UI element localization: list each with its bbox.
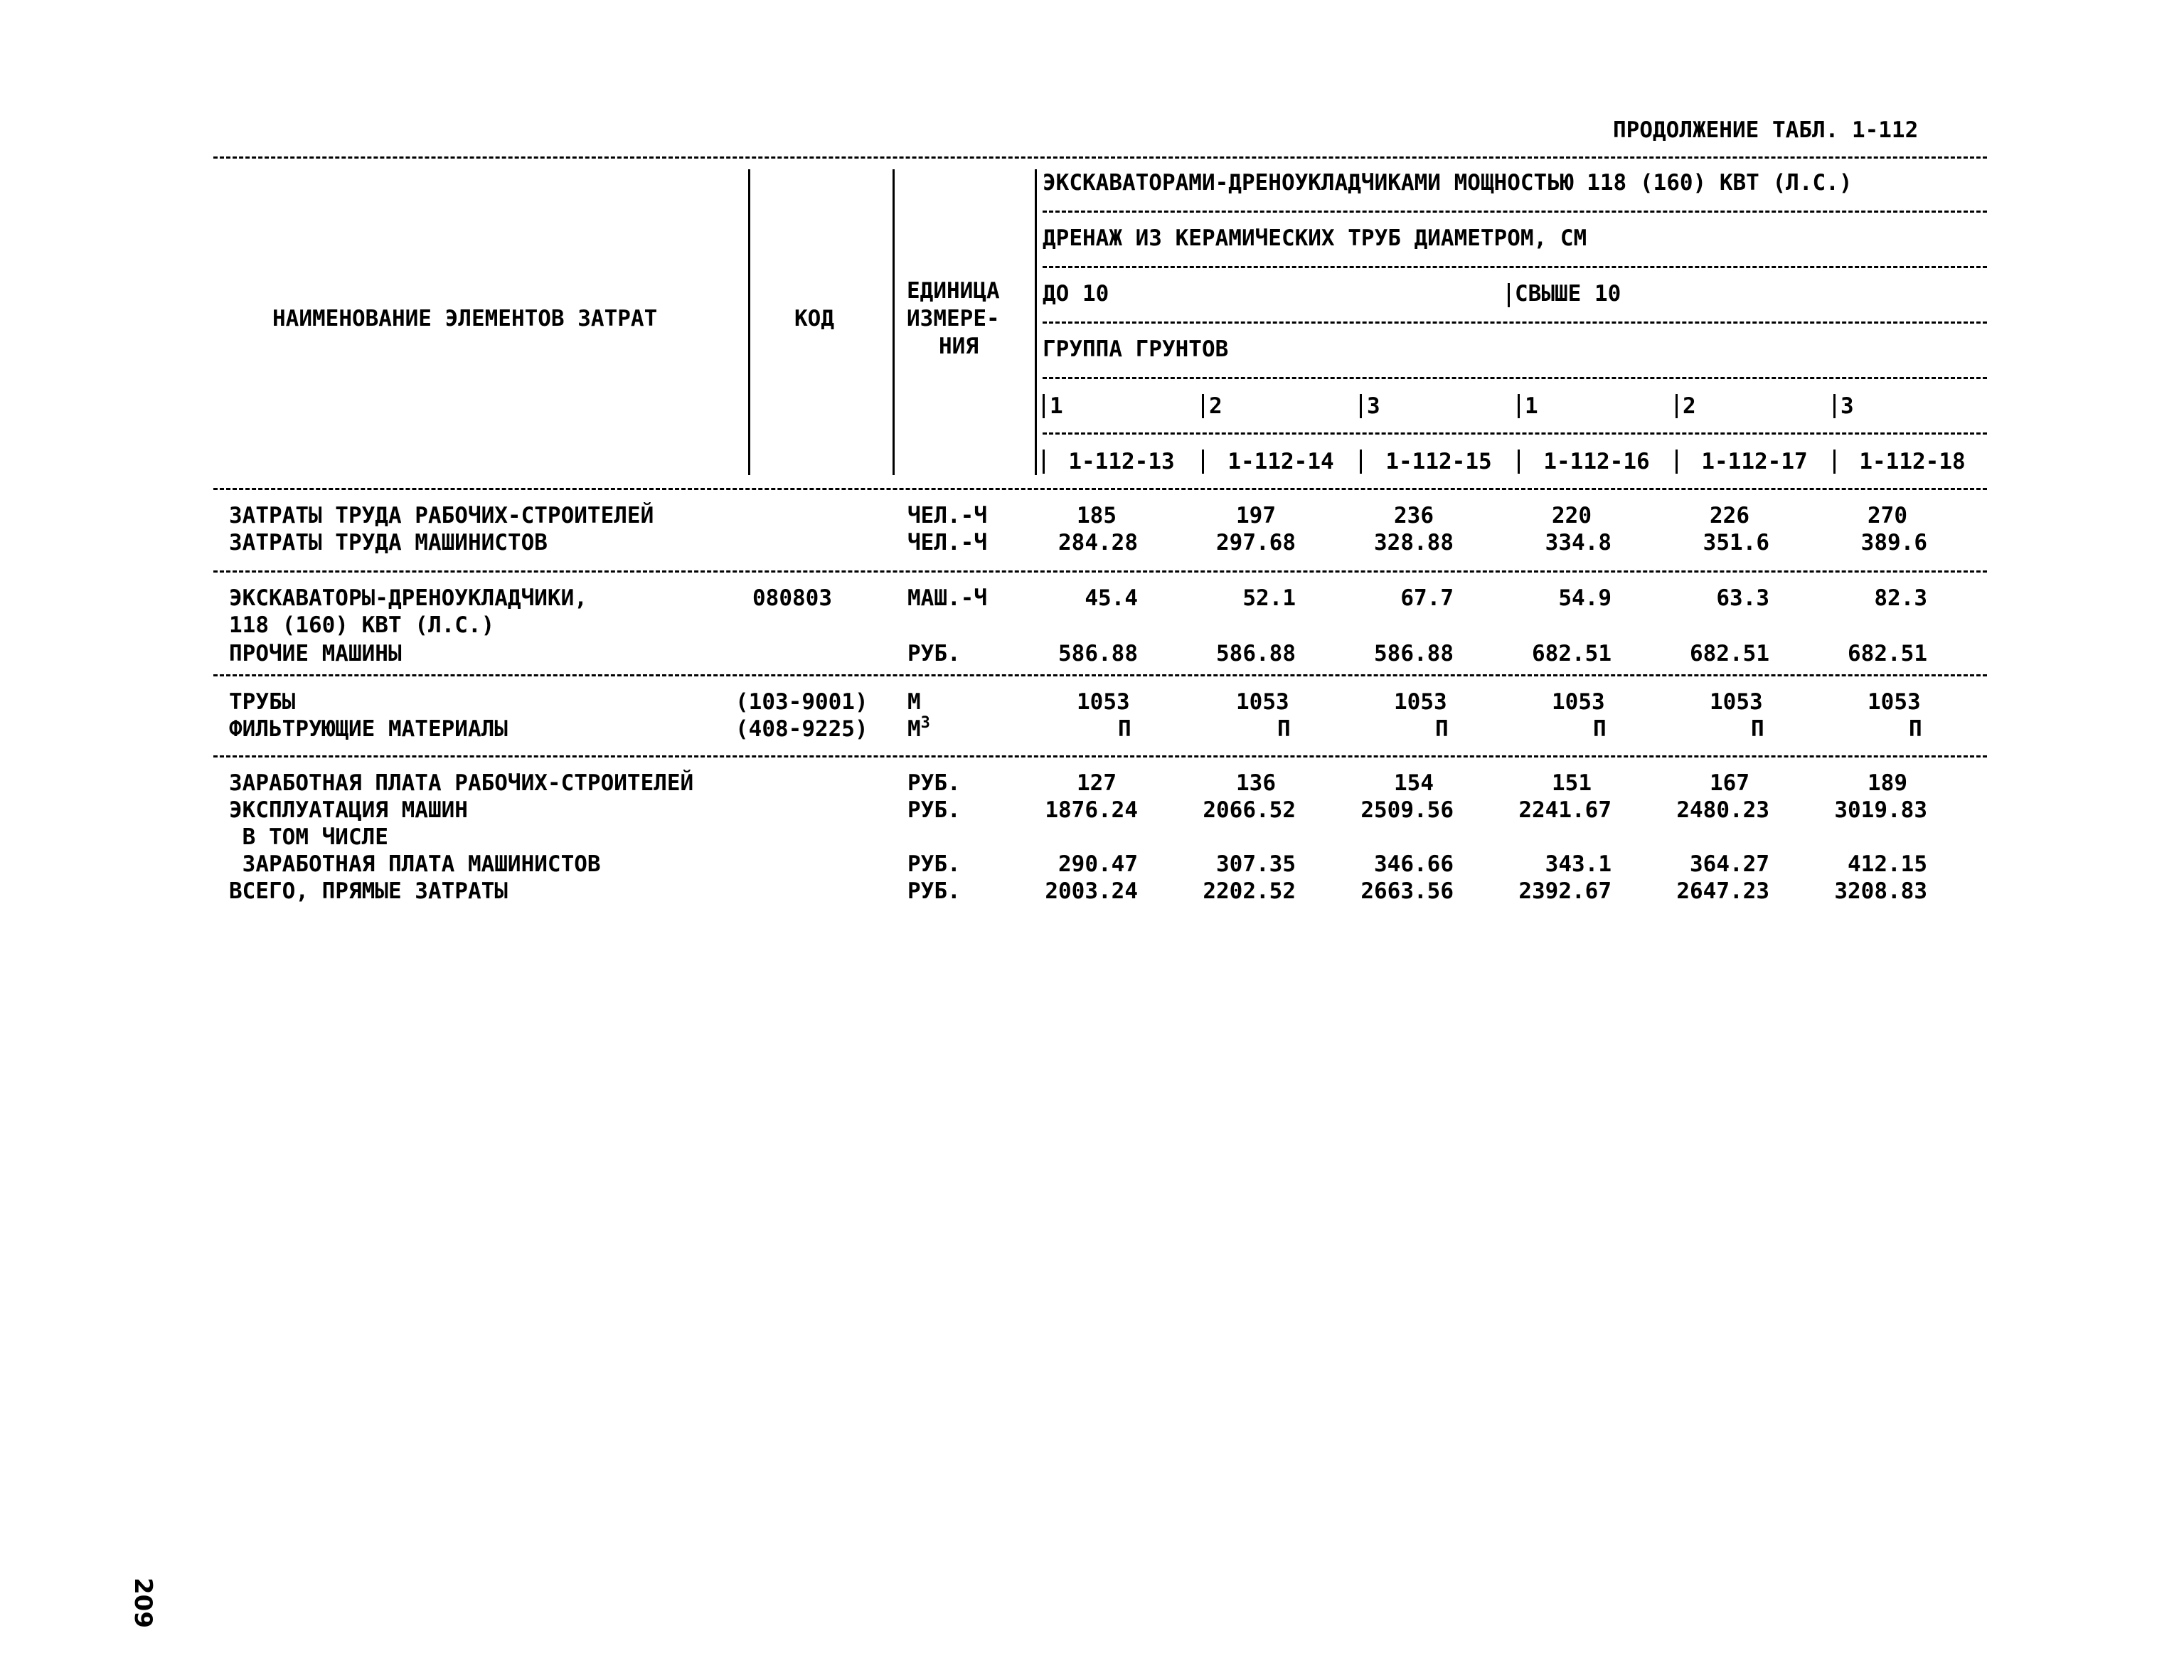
row-name: ЭКСПЛУАТАЦИЯ МАШИН	[229, 797, 468, 823]
cell-value: 290.47	[1058, 851, 1138, 877]
cell-value: П	[1435, 716, 1449, 742]
column-code: 1-112-13	[1068, 449, 1175, 474]
row-unit-text: ЧЕЛ.-Ч	[907, 530, 987, 555]
header-unit-line3: НИЯ	[939, 334, 979, 359]
top-rule	[213, 156, 1987, 159]
cell-value: 2202.52	[1203, 878, 1296, 904]
cell-value: 136	[1236, 770, 1276, 796]
row-unit-text: М	[907, 689, 921, 715]
header-rule-2	[1043, 266, 1987, 268]
cell-value: 2647.23	[1676, 878, 1769, 904]
cell-value: 185	[1077, 503, 1117, 528]
row-name: ЭКСКАВАТОРЫ-ДРЕНОУКЛАДЧИКИ,	[229, 585, 587, 611]
header-soil-group: ГРУППА ГРУНТОВ	[1043, 336, 1229, 362]
cell-value: 297.68	[1216, 530, 1296, 555]
row-unit	[907, 691, 921, 713]
header-rule-5	[1043, 432, 1987, 435]
row-name: ФИЛЬТРУЮЩИЕ МАТЕРИАЛЫ	[229, 716, 508, 742]
cell-value: 2392.67	[1518, 878, 1612, 904]
row-unit-text: РУБ.	[907, 878, 961, 904]
cell-value: 307.35	[1216, 851, 1296, 877]
row-unit	[907, 505, 987, 527]
header-machine-title: ЭКСКАВАТОРАМИ-ДРЕНОУКЛАДЧИКАМИ МОЩНОСТЬЮ 118 (160) КВТ (Л.С.)	[1043, 170, 1853, 196]
cell-value: 1053	[1077, 689, 1130, 715]
cell-value: 682.51	[1532, 641, 1612, 666]
row-unit	[907, 714, 930, 742]
column-code: 1-112-18	[1859, 449, 1966, 474]
row-name: ПРОЧИЕ МАШИНЫ	[229, 641, 402, 666]
cell-value: 586.88	[1374, 641, 1454, 666]
cell-value: 412.15	[1848, 851, 1927, 877]
cell-value: П	[1118, 716, 1131, 742]
cell-value: 151	[1552, 770, 1592, 796]
header-unit-line2: ИЗМЕРЕ-	[907, 306, 1000, 331]
cell-value: 189	[1868, 770, 1907, 796]
cell-value: 236	[1394, 503, 1434, 528]
row-unit	[907, 851, 961, 877]
row-unit	[907, 643, 961, 665]
row-code: (408-9225)	[735, 716, 868, 742]
row-unit	[907, 585, 987, 611]
column-code: 1-112-15	[1385, 449, 1492, 474]
cell-value: 67.7	[1400, 585, 1454, 611]
header-rule-3	[1043, 321, 1987, 324]
row-unit-text: РУБ.	[907, 770, 961, 796]
row-unit-text: М	[907, 716, 921, 742]
cell-value: 127	[1077, 770, 1117, 796]
group-divider	[1360, 394, 1362, 418]
cell-value: 3208.83	[1834, 878, 1927, 904]
cell-value: 2663.56	[1360, 878, 1454, 904]
cell-value: 2241.67	[1518, 797, 1612, 823]
group-number: 1	[1525, 393, 1538, 419]
cell-value: П	[1277, 716, 1291, 742]
cell-value: 220	[1552, 503, 1592, 528]
cell-value: 270	[1868, 503, 1907, 528]
cell-value: 334.8	[1545, 530, 1612, 555]
cell-value: 2066.52	[1203, 797, 1296, 823]
section-rule-2	[213, 674, 1987, 676]
row-unit	[907, 772, 961, 794]
header-rule-1	[1043, 211, 1987, 213]
header-diam-upto: ДО 10	[1043, 281, 1109, 307]
cell-value: 2480.23	[1676, 797, 1769, 823]
cell-value: 226	[1710, 503, 1749, 528]
row-name: В ТОМ ЧИСЛЕ	[229, 824, 388, 850]
row-unit	[907, 799, 961, 822]
row-name: ЗАТРАТЫ ТРУДА МАШИНИСТОВ	[229, 530, 548, 555]
cell-value: 197	[1236, 503, 1276, 528]
diam-divider	[1508, 283, 1510, 307]
row-name: ЗАРАБОТНАЯ ПЛАТА РАБОЧИХ-СТРОИТЕЛЕЙ	[229, 770, 694, 796]
row-unit-text: РУБ.	[907, 851, 961, 877]
cell-value: 389.6	[1860, 530, 1927, 555]
cell-value: 1053	[1552, 689, 1605, 715]
cell-value: 1876.24	[1045, 797, 1138, 823]
cell-value: 1053	[1394, 689, 1447, 715]
cell-value: П	[1909, 716, 1922, 742]
cell-value: 284.28	[1058, 530, 1138, 555]
row-unit-text: РУБ.	[907, 797, 961, 823]
row-name-cont: 118 (160) КВТ (Л.С.)	[229, 612, 495, 638]
cell-value: 1053	[1236, 689, 1289, 715]
cell-value: П	[1593, 716, 1607, 742]
group-number: 2	[1209, 393, 1222, 419]
cell-value: П	[1751, 716, 1764, 742]
row-name: ЗАТРАТЫ ТРУДА РАБОЧИХ-СТРОИТЕЛЕЙ	[229, 503, 654, 528]
header-unit-line1: ЕДИНИЦА	[907, 278, 1000, 304]
row-unit	[907, 878, 961, 904]
row-unit	[907, 532, 987, 554]
cell-value: 54.9	[1558, 585, 1612, 611]
cell-value: 154	[1394, 770, 1434, 796]
group-divider	[1518, 394, 1520, 418]
cell-value: 52.1	[1242, 585, 1296, 611]
header-bottom-rule	[213, 488, 1987, 490]
cell-value: 586.88	[1216, 641, 1296, 666]
group-number: 3	[1841, 393, 1854, 419]
group-number: 1	[1050, 393, 1063, 419]
row-name: ЗАРАБОТНАЯ ПЛАТА МАШИНИСТОВ	[229, 851, 601, 877]
cell-value: 586.88	[1058, 641, 1138, 666]
header-drain-title: ДРЕНАЖ ИЗ КЕРАМИЧЕСКИХ ТРУБ ДИАМЕТРОМ, СМ	[1043, 225, 1587, 251]
column-code: 1-112-14	[1227, 449, 1334, 474]
header-name-col: НАИМЕНОВАНИЕ ЭЛЕМЕНТОВ ЗАТРАТ	[272, 306, 658, 331]
cell-value: 1053	[1868, 689, 1921, 715]
row-unit-text: ЧЕЛ.-Ч	[907, 503, 987, 528]
cell-value: 351.6	[1703, 530, 1769, 555]
cell-value: 1053	[1710, 689, 1763, 715]
row-unit-text: МАШ.-Ч	[907, 585, 987, 611]
cell-value: 167	[1710, 770, 1749, 796]
row-code: 080803	[752, 585, 832, 611]
page-number: 209	[129, 1578, 157, 1628]
code-col-divider	[893, 169, 895, 475]
group-divider	[1202, 394, 1204, 418]
cell-value: 2003.24	[1045, 878, 1138, 904]
cell-value: 682.51	[1848, 641, 1927, 666]
column-code: 1-112-17	[1701, 449, 1808, 474]
section-rule-3	[213, 755, 1987, 757]
cell-value: 82.3	[1874, 585, 1927, 611]
section-rule-1	[213, 570, 1987, 573]
header-rule-4	[1043, 377, 1987, 379]
header-code-col: КОД	[794, 306, 834, 331]
row-name: ТРУБЫ	[229, 689, 296, 715]
cell-value: 63.3	[1716, 585, 1769, 611]
group-divider	[1043, 394, 1045, 418]
cell-value: 3019.83	[1834, 797, 1927, 823]
group-divider	[1676, 394, 1678, 418]
row-code: (103-9001)	[735, 689, 868, 715]
row-unit-text: РУБ.	[907, 641, 961, 666]
name-col-divider	[748, 169, 750, 475]
table-caption: ПРОДОЛЖЕНИЕ ТАБЛ. 1-112	[1613, 117, 1919, 143]
group-divider	[1833, 394, 1836, 418]
group-number: 3	[1367, 393, 1380, 419]
cell-value: 328.88	[1374, 530, 1454, 555]
unit-col-divider	[1035, 169, 1037, 475]
row-unit-superscript: 3	[920, 714, 930, 732]
cell-value: 45.4	[1085, 585, 1138, 611]
row-name: ВСЕГО, ПРЯМЫЕ ЗАТРАТЫ	[229, 878, 508, 904]
cell-value: 682.51	[1690, 641, 1769, 666]
cell-value: 364.27	[1690, 851, 1769, 877]
cell-value: 343.1	[1545, 851, 1612, 877]
header-diam-over: СВЫШЕ 10	[1515, 281, 1621, 307]
cell-value: 346.66	[1374, 851, 1454, 877]
group-number: 2	[1683, 393, 1696, 419]
cell-value: 2509.56	[1360, 797, 1454, 823]
column-code: 1-112-16	[1543, 449, 1650, 474]
